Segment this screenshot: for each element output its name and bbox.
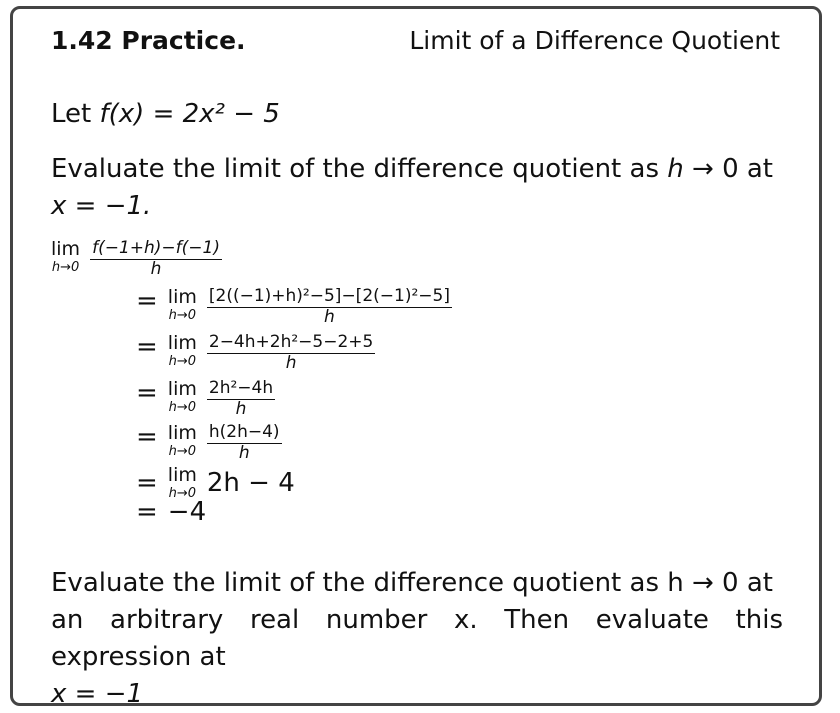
task-2	[51, 565, 783, 713]
limit-operator: lim h→0	[167, 422, 197, 459]
limit-operator: lim h→0	[51, 238, 81, 275]
equals-sign: =	[136, 286, 158, 316]
task-2-line-3: x = −1	[51, 679, 144, 709]
result-value: −4	[167, 497, 207, 527]
limit-operator: lim h→0	[167, 378, 197, 415]
step-3-fraction: $\frac{\text{2h²−4h}}{h}$	[208, 378, 274, 419]
step-1-fraction: $\frac{\text{[2((−1)+h)²−5]−[2(−1)²−5]}}{h}$	[208, 286, 450, 327]
function-expression: f(x) = 2x² − 5	[99, 99, 280, 129]
equals-sign: =	[136, 332, 158, 362]
step-4-fraction: $\frac{h(2h-4)}{h}$	[208, 422, 280, 463]
function-definition	[51, 96, 783, 133]
limit-operator: lim h→0	[167, 464, 197, 501]
practice-title: 1.42 Practice.	[51, 26, 246, 55]
task-1	[51, 151, 783, 225]
practice-subtitle: Limit of a Difference Quotient	[409, 26, 780, 55]
work-step-3	[136, 380, 275, 419]
work-step-2	[136, 334, 375, 373]
work-step-5	[136, 466, 295, 500]
task-1-text: Evaluate the limit of the difference quotient as	[51, 154, 659, 184]
work-line-0	[51, 240, 222, 279]
step-2-fraction: $\frac{\text{2−4h+2h²−5−2+5}}{h}$	[208, 332, 374, 373]
work-step-1	[136, 288, 452, 327]
step-5-expression: 2h − 4	[206, 468, 295, 498]
task-2-line-2: an arbitrary real number x. Then evaluate this expression at	[51, 605, 783, 672]
task-2-line-1: Evaluate the limit of the difference quotient as h → 0 at	[51, 568, 773, 598]
limit-operator: lim h→0	[167, 332, 197, 369]
limit-operator: lim h→0	[167, 286, 197, 323]
equals-sign: =	[136, 497, 158, 527]
work-result	[136, 499, 206, 525]
let-label: Let	[51, 99, 92, 129]
equals-sign: =	[136, 378, 158, 408]
equals-sign: =	[136, 422, 158, 452]
task-1-arrow: → 0	[692, 154, 739, 184]
difference-quotient: $\frac{f(-1+h)-f(-1)}{h}$	[92, 238, 220, 279]
equals-sign: =	[136, 468, 158, 498]
task-1-h: h	[667, 154, 684, 184]
task-1-point: x = −1.	[51, 191, 152, 221]
task-1-at: at	[746, 154, 774, 184]
work-step-4	[136, 424, 282, 463]
